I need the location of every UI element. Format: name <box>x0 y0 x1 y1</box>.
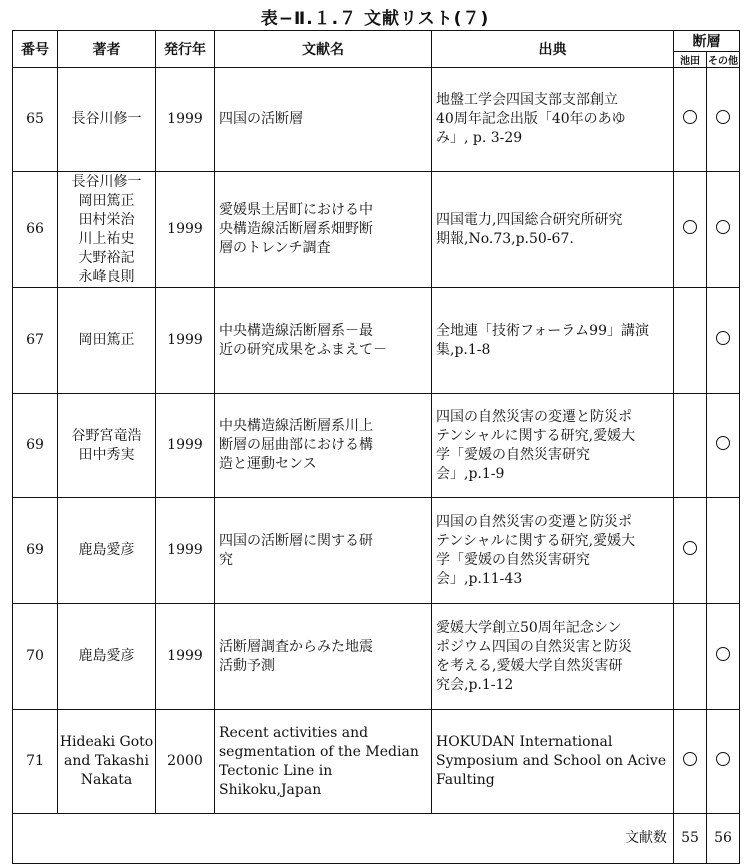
literature-table <box>12 30 740 864</box>
cell-title <box>215 604 432 710</box>
circle-mark-icon <box>716 331 730 345</box>
cell-title-line: 究 <box>219 551 233 568</box>
cell-no: 66 <box>13 172 58 288</box>
cell-no: 67 <box>13 288 58 394</box>
cell-ikeda <box>674 498 707 604</box>
cell-year: 1999 <box>156 68 215 172</box>
cell-source <box>432 68 674 172</box>
cell-title-line: 愛媛県土居町における中 <box>219 202 373 218</box>
cell-title-line: 央構造線活断層系畑野断 <box>219 221 373 237</box>
table-row <box>13 68 740 172</box>
cell-title-line: 四国の活断層 <box>219 111 303 127</box>
footer-count-label: 文献数 <box>13 814 674 864</box>
cell-title-line: 活断層調査からみた地震 <box>219 638 373 655</box>
cell-source-line: み」, p. 3-29 <box>436 130 523 146</box>
cell-authors-line: 岡田篤正 <box>78 332 135 348</box>
cell-title-line: 中央構造線活断層系－最 <box>219 322 373 339</box>
cell-title-line: 造と運動センス <box>219 456 317 472</box>
table-row <box>13 710 740 814</box>
cell-source-line: テンシャルに関する研究,愛媛大 <box>436 427 636 444</box>
cell-title <box>215 68 432 172</box>
header-ikeda: 池田 <box>674 52 707 68</box>
cell-authors-line: 鹿島愛彦 <box>78 648 135 664</box>
cell-other <box>707 498 740 604</box>
cell-source-line: 会」,p.1-9 <box>436 465 505 482</box>
cell-authors <box>58 288 156 394</box>
cell-source <box>432 394 674 498</box>
cell-no: 65 <box>13 68 58 172</box>
cell-title-line: 断層の屈曲部における構 <box>219 437 373 453</box>
cell-ikeda <box>674 288 707 394</box>
cell-source-line: 会」,p.11-43 <box>436 570 523 587</box>
table-row <box>13 172 740 288</box>
cell-title-line: 近の研究成果をふまえて－ <box>219 341 387 358</box>
circle-mark-icon <box>683 110 697 124</box>
header-other: その他 <box>707 52 740 68</box>
cell-source-line: 学「愛媛の自然災害研究 <box>436 551 590 568</box>
cell-source-line: 期報,No.73,p.50-67. <box>436 230 574 247</box>
cell-title-line: 四国の活断層に関する研 <box>219 532 373 549</box>
cell-source-line: 学「愛媛の自然災害研究 <box>436 446 590 463</box>
cell-source-line: 40周年記念出版「40年のあゆ <box>436 111 626 127</box>
cell-source-line: 地盤工学会四国支部支部創立 <box>436 92 618 108</box>
cell-authors-line: 鹿島愛彦 <box>78 542 135 558</box>
cell-title <box>215 172 432 288</box>
cell-authors-line: 長谷川修一 <box>71 173 142 190</box>
cell-source-line: 四国の自然災害の変遷と防災ポ <box>436 513 632 530</box>
cell-authors-line: 谷野宮竜浩 <box>71 427 142 444</box>
cell-title <box>215 710 432 814</box>
cell-source-line: 四国の自然災害の変遷と防災ポ <box>436 408 632 425</box>
header-no: 番号 <box>13 31 58 68</box>
cell-authors-line: 田村栄治 <box>78 211 135 228</box>
cell-authors <box>58 394 156 498</box>
cell-source-line: 全地連「技術フォーラム99」講演 <box>436 322 649 339</box>
cell-source-line: 愛媛大学創立50周年記念シン <box>436 619 622 636</box>
cell-other <box>707 394 740 498</box>
cell-authors-line: 大野裕記 <box>78 249 135 266</box>
cell-source-line: 究会,p.1-12 <box>436 676 514 693</box>
circle-mark-icon <box>716 647 730 661</box>
cell-source <box>432 710 674 814</box>
cell-authors-line: Nakata <box>80 772 133 788</box>
cell-ikeda <box>674 710 707 814</box>
cell-source <box>432 288 674 394</box>
cell-title-line: 活動予測 <box>219 657 275 674</box>
cell-source-line: を考える,愛媛大学自然災害研 <box>436 657 623 674</box>
cell-title-line: 中央構造線活断層系川上 <box>219 418 373 434</box>
cell-authors <box>58 710 156 814</box>
header-source: 出典 <box>432 31 674 68</box>
cell-year: 1999 <box>156 394 215 498</box>
cell-no: 69 <box>13 498 58 604</box>
cell-title-line: segmentation of the Median <box>219 743 419 760</box>
cell-source <box>432 172 674 288</box>
cell-other <box>707 710 740 814</box>
cell-source-line: 集,p.1-8 <box>436 341 491 358</box>
cell-source-line: テンシャルに関する研究,愛媛大 <box>436 532 636 549</box>
cell-authors-line: 田中秀実 <box>78 446 135 463</box>
cell-no: 70 <box>13 604 58 710</box>
cell-ikeda <box>674 68 707 172</box>
cell-authors-line: and Takashi <box>64 753 149 769</box>
cell-other <box>707 604 740 710</box>
cell-year: 1999 <box>156 604 215 710</box>
cell-source <box>432 604 674 710</box>
circle-mark-icon <box>683 752 697 766</box>
cell-authors-line: Hideaki Goto <box>59 734 154 750</box>
table-row <box>13 394 740 498</box>
cell-title-line: Tectonic Line in <box>219 762 333 779</box>
cell-year: 1999 <box>156 498 215 604</box>
header-name: 文献名 <box>215 31 432 68</box>
table-row <box>13 604 740 710</box>
cell-source <box>432 498 674 604</box>
cell-source-line: Faulting <box>436 772 495 788</box>
header-year: 発行年 <box>156 31 215 68</box>
table-body <box>13 68 740 814</box>
cell-authors <box>58 68 156 172</box>
cell-ikeda <box>674 394 707 498</box>
header-fault: 断層 <box>674 31 740 52</box>
cell-other <box>707 172 740 288</box>
cell-source-line: ポジウム四国の自然災害と防災 <box>436 638 632 655</box>
table-row <box>13 288 740 394</box>
header-author: 著者 <box>58 31 156 68</box>
cell-year: 1999 <box>156 288 215 394</box>
cell-authors-line: 岡田篤正 <box>78 192 135 209</box>
cell-ikeda <box>674 172 707 288</box>
cell-authors-line: 長谷川修一 <box>71 111 142 127</box>
cell-source-line: 四国電力,四国総合研究所研究 <box>436 211 623 228</box>
cell-authors-line: 川上祐史 <box>78 230 135 247</box>
cell-authors <box>58 498 156 604</box>
table-title: 表−Ⅱ.１.７ 文献リスト(７) <box>260 9 490 29</box>
cell-other <box>707 288 740 394</box>
cell-authors <box>58 172 156 288</box>
cell-year: 2000 <box>156 710 215 814</box>
cell-title-line: Recent activities and <box>219 724 369 741</box>
circle-mark-icon <box>716 752 730 766</box>
circle-mark-icon <box>716 436 730 450</box>
footer-other-count: 56 <box>707 814 740 864</box>
footer-ikeda-count: 55 <box>674 814 707 864</box>
cell-ikeda <box>674 604 707 710</box>
cell-source-line: Symposium and School on Acive <box>436 753 667 769</box>
cell-source-line: HOKUDAN International <box>436 734 613 750</box>
cell-title-line: 層のトレンチ調査 <box>219 240 331 256</box>
table-row <box>13 498 740 604</box>
circle-mark-icon <box>716 110 730 124</box>
cell-title-line: Shikoku,Japan <box>219 781 322 798</box>
circle-mark-icon <box>683 220 697 234</box>
cell-title <box>215 498 432 604</box>
cell-no: 71 <box>13 710 58 814</box>
cell-title <box>215 288 432 394</box>
cell-other <box>707 68 740 172</box>
cell-year: 1999 <box>156 172 215 288</box>
cell-no: 69 <box>13 394 58 498</box>
cell-authors-line: 永峰良則 <box>78 268 135 285</box>
circle-mark-icon <box>716 220 730 234</box>
cell-title <box>215 394 432 498</box>
cell-authors <box>58 604 156 710</box>
circle-mark-icon <box>683 541 697 555</box>
